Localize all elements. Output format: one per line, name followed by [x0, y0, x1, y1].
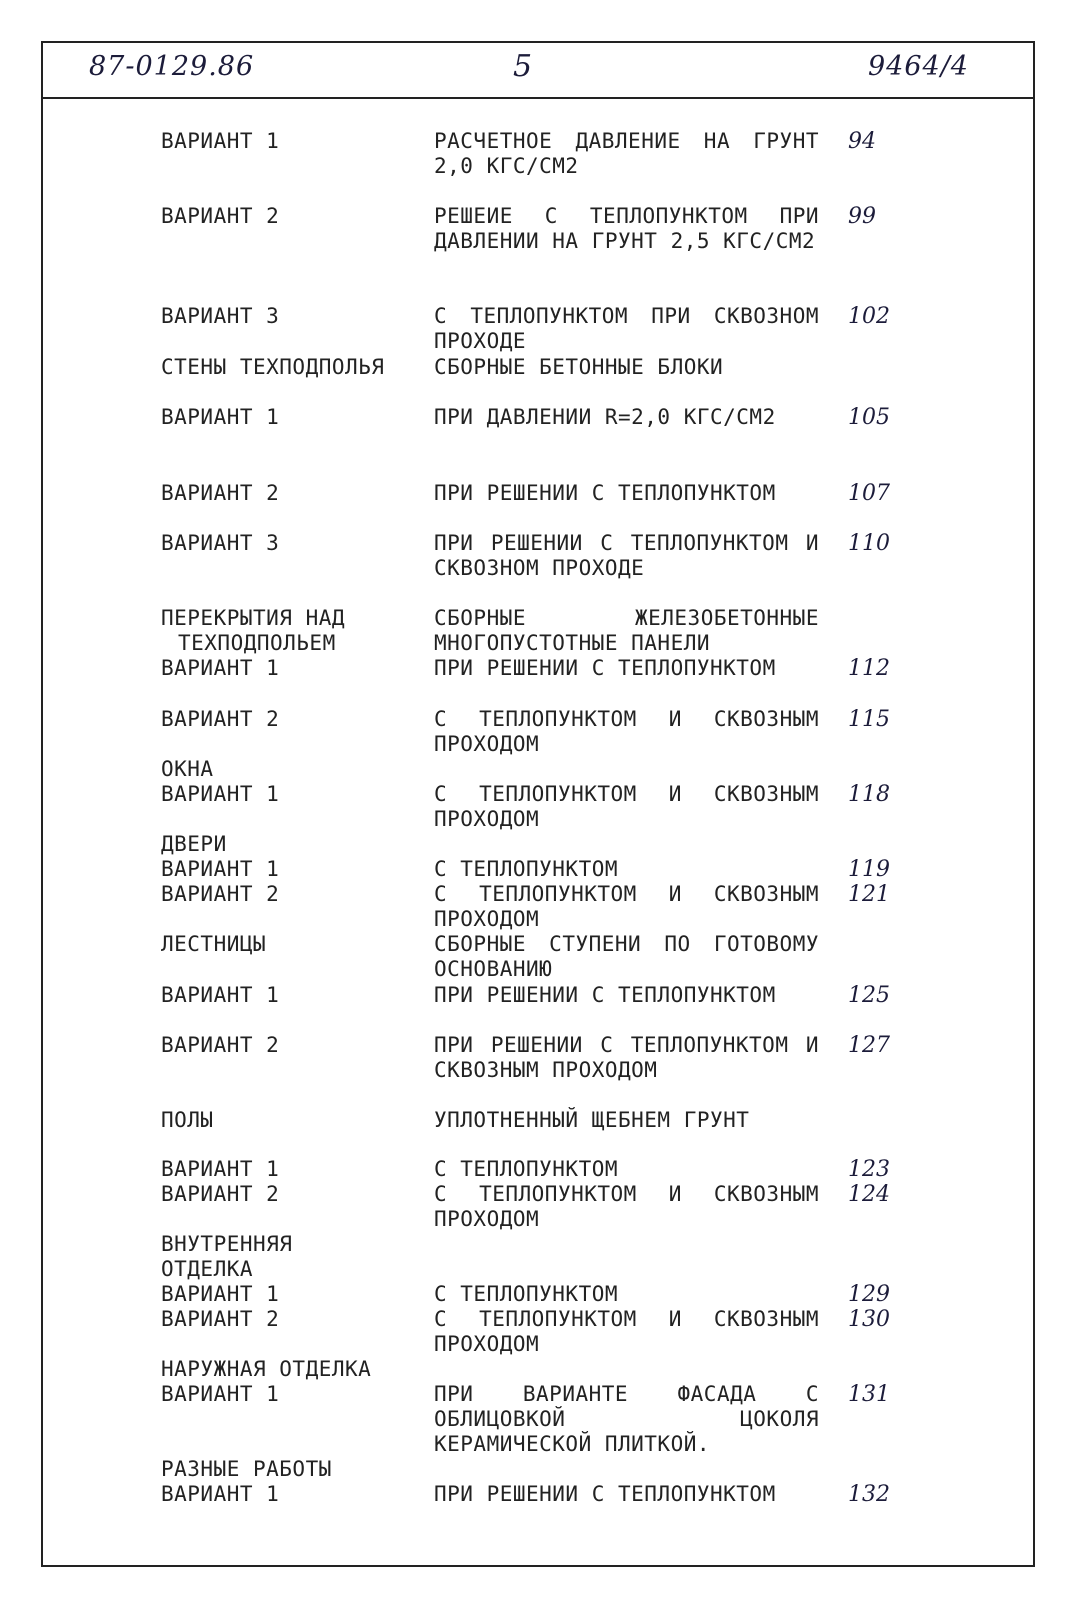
row-description: ПРИ РЕШЕНИИ С ТЕПЛОПУНКТОМ — [434, 983, 776, 1007]
row-page-ref: 105 — [848, 405, 890, 430]
sheet-code: 9464/4 — [868, 51, 969, 82]
row-description: ПРИ ВАРИАНТЕ ФАСАДА С ОБЛИЦОВКОЙ ЦОКОЛЯ КЕРАМИЧЕСКОЙ ПЛИТКОЙ. — [434, 1382, 819, 1456]
row-label: ВАРИАНТ 2 — [161, 1182, 280, 1206]
section-heading: ДВЕРИ — [161, 832, 227, 856]
row-description: ПРИ РЕШЕНИИ С ТЕПЛОПУНКТОМ — [434, 656, 776, 680]
section-heading: ОКНА — [161, 757, 214, 781]
row-label: ВАРИАНТ 1 — [161, 1382, 280, 1406]
section-heading: ВНУТРЕННЯЯ — [161, 1232, 293, 1256]
section-heading: НАРУЖНАЯ ОТДЕЛКА — [161, 1357, 372, 1381]
row-page-ref: 132 — [848, 1482, 890, 1507]
section-heading-line2: ТЕХПОДПОЛЬЕМ — [178, 631, 336, 655]
row-description: ПРИ РЕШЕНИИ С ТЕПЛОПУНКТОМ — [434, 1482, 776, 1506]
row-label: ВАРИАНТ 2 — [161, 707, 280, 731]
row-label: ВАРИАНТ 1 — [161, 129, 280, 153]
section-heading: РАЗНЫЕ РАБОТЫ — [161, 1457, 332, 1481]
row-label: ВАРИАНТ 1 — [161, 1482, 280, 1506]
row-label: ВАРИАНТ 1 — [161, 983, 280, 1007]
row-page-ref: 121 — [848, 882, 890, 907]
row-page-ref: 94 — [848, 129, 876, 154]
row-label: ВАРИАНТ 1 — [161, 1282, 280, 1306]
row-description: С ТЕПЛОПУНКТОМ И СКВОЗНЫМ ПРОХОДОМ — [434, 882, 819, 931]
row-page-ref: 125 — [848, 983, 890, 1008]
title-block — [43, 43, 1033, 99]
row-page-ref: 107 — [848, 481, 890, 506]
row-description: РАСЧЕТНОЕ ДАВЛЕНИЕ НА ГРУНТ 2,0 КГС/СМ2 — [434, 129, 819, 178]
section-heading: ПОЛЫ — [161, 1108, 214, 1132]
section-heading: СТЕНЫ ТЕХПОДПОЛЬЯ — [161, 355, 385, 379]
row-label: ВАРИАНТ 1 — [161, 1157, 280, 1181]
row-description: С ТЕПЛОПУНКТОМ — [434, 1157, 619, 1181]
row-page-ref: 130 — [848, 1307, 890, 1332]
row-label: ВАРИАНТ 2 — [161, 1033, 280, 1057]
row-label: ВАРИАНТ 2 — [161, 481, 280, 505]
row-description: С ТЕПЛОПУНКТОМ — [434, 1282, 619, 1306]
row-label: ВАРИАНТ 3 — [161, 531, 280, 555]
row-label: ВАРИАНТ 1 — [161, 857, 280, 881]
page-number: 5 — [513, 49, 534, 84]
row-page-ref: 99 — [848, 204, 876, 229]
row-description: ПРИ ДАВЛЕНИИ R=2,0 КГС/СМ2 — [434, 405, 776, 429]
row-label: ВАРИАНТ 1 — [161, 656, 280, 680]
row-description: С ТЕПЛОПУНКТОМ И СКВОЗНЫМ ПРОХОДОМ — [434, 1182, 819, 1231]
row-description: С ТЕПЛОПУНКТОМ ПРИ СКВОЗНОМ ПРОХОДЕ — [434, 304, 819, 353]
row-label: ВАРИАНТ 1 — [161, 782, 280, 806]
section-heading: ПЕРЕКРЫТИЯ НАД — [161, 606, 346, 630]
row-label: ВАРИАНТ 2 — [161, 882, 280, 906]
row-page-ref: 127 — [848, 1033, 890, 1058]
row-description: ПРИ РЕШЕНИИ С ТЕПЛОПУНКТОМ И СКВОЗНЫМ ПРОХОДОМ — [434, 1033, 819, 1082]
row-description: СБОРНЫЕ БЕТОННЫЕ БЛОКИ — [434, 355, 724, 379]
row-page-ref: 124 — [848, 1182, 890, 1207]
row-description: РЕШЕИЕ С ТЕПЛОПУНКТОМ ПРИ ДАВЛЕНИИ НА ГРУНТ 2,5 КГС/СМ2 — [434, 204, 819, 253]
row-page-ref: 123 — [848, 1157, 890, 1182]
document-number: 87-0129.86 — [89, 51, 255, 82]
row-description: СБОРНЫЕ СТУПЕНИ ПО ГОТОВОМУ ОСНОВАНИЮ — [434, 932, 819, 981]
row-label: ВАРИАНТ 2 — [161, 1307, 280, 1331]
row-description: С ТЕПЛОПУНКТОМ — [434, 857, 619, 881]
row-page-ref: 131 — [848, 1382, 890, 1407]
row-label: ВАРИАНТ 2 — [161, 204, 280, 228]
row-page-ref: 112 — [848, 656, 890, 681]
row-page-ref: 129 — [848, 1282, 890, 1307]
row-description: С ТЕПЛОПУНКТОМ И СКВОЗНЫМ ПРОХОДОМ — [434, 707, 819, 756]
row-page-ref: 102 — [848, 304, 890, 329]
row-description: С ТЕПЛОПУНКТОМ И СКВОЗНЫМ ПРОХОДОМ — [434, 782, 819, 831]
row-page-ref: 115 — [848, 707, 890, 732]
row-page-ref: 110 — [848, 531, 890, 556]
row-label: ВАРИАНТ 1 — [161, 405, 280, 429]
row-description: С ТЕПЛОПУНКТОМ И СКВОЗНЫМ ПРОХОДОМ — [434, 1307, 819, 1356]
row-description: ПРИ РЕШЕНИИ С ТЕПЛОПУНКТОМ — [434, 481, 776, 505]
row-page-ref: 118 — [848, 782, 890, 807]
row-description: ПРИ РЕШЕНИИ С ТЕПЛОПУНКТОМ И СКВОЗНОМ ПРОХОДЕ — [434, 531, 819, 580]
section-heading-line2: ОТДЕЛКА — [161, 1257, 254, 1281]
row-description: СБОРНЫЕ ЖЕЛЕЗОБЕТОННЫЕ МНОГОПУСТОТНЫЕ ПАНЕЛИ — [434, 606, 819, 655]
row-description: УПЛОТНЕННЫЙ ЩЕБНЕМ ГРУНТ — [434, 1108, 750, 1132]
row-label: ВАРИАНТ 3 — [161, 304, 280, 328]
section-heading: ЛЕСТНИЦЫ — [161, 932, 267, 956]
row-page-ref: 119 — [848, 857, 890, 882]
